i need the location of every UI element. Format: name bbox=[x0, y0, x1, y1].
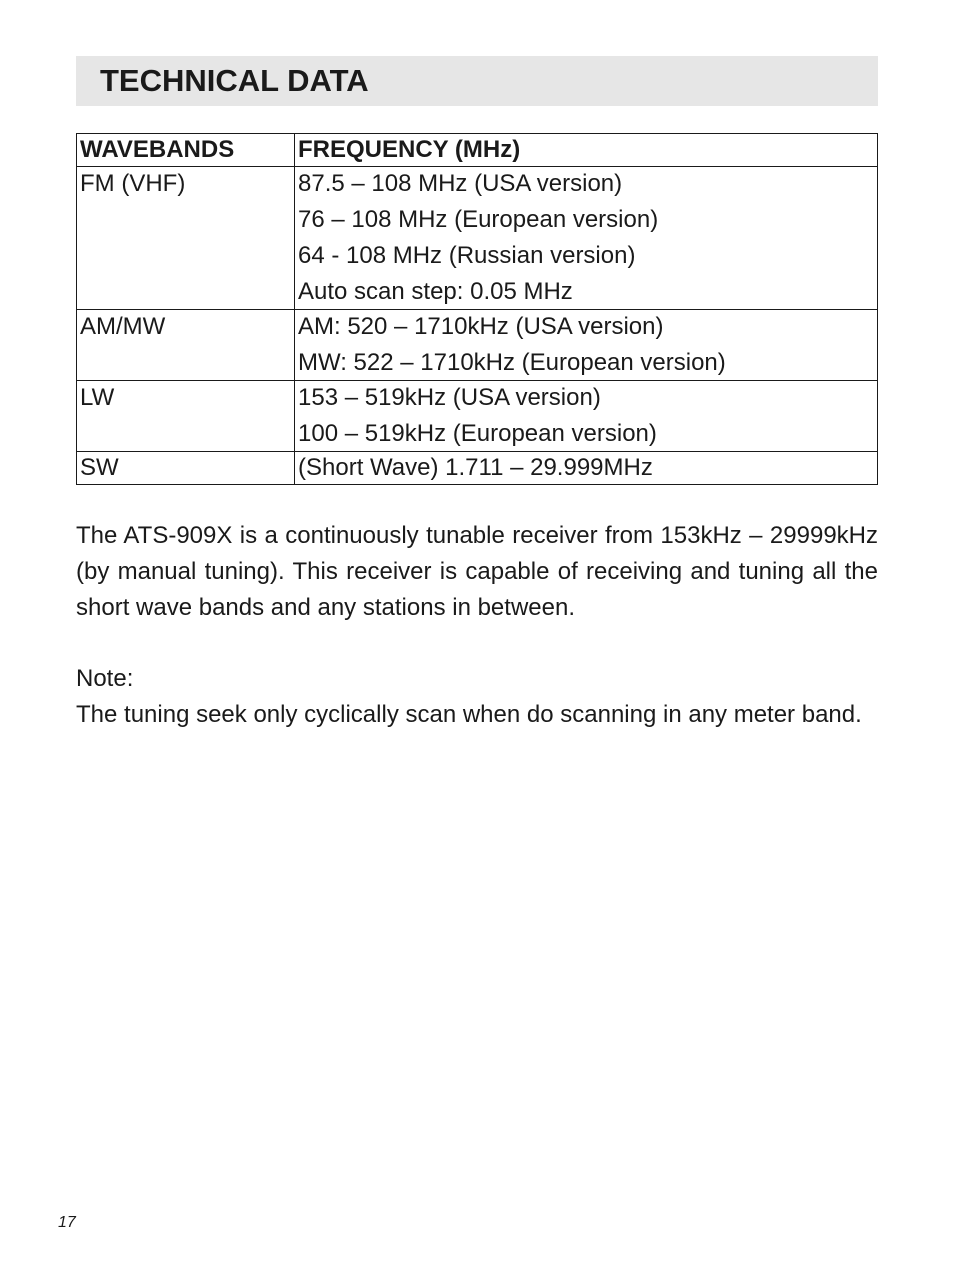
note-text: The tuning seek only cyclically scan when do scanning in any meter band. bbox=[76, 701, 862, 728]
technical-data-table bbox=[76, 133, 878, 485]
band-cell bbox=[77, 310, 295, 381]
frequency-line: 87.5 – 108 MHz (USA version) bbox=[298, 170, 623, 197]
table-row bbox=[77, 167, 878, 310]
frequency-line: MW: 522 – 1710kHz (European version) bbox=[298, 349, 726, 376]
frequency-line: Auto scan step: 0.05 MHz bbox=[298, 278, 573, 305]
column-header-frequency: FREQUENCY (MHz) bbox=[295, 134, 878, 167]
band-label: AM/MW bbox=[80, 313, 166, 340]
frequency-cell bbox=[295, 167, 878, 310]
band-cell: SW bbox=[77, 452, 295, 485]
frequency-cell bbox=[295, 381, 878, 452]
band-label: FM (VHF) bbox=[80, 170, 186, 197]
frequency-line: 153 – 519kHz (USA version) bbox=[298, 384, 601, 411]
table-header-row bbox=[77, 134, 878, 167]
frequency-cell bbox=[295, 310, 878, 381]
band-label: LW bbox=[80, 384, 115, 411]
table-row bbox=[77, 381, 878, 452]
band-cell bbox=[77, 381, 295, 452]
frequency-line: 76 – 108 MHz (European version) bbox=[298, 206, 659, 233]
frequency-line: 64 - 108 MHz (Russian version) bbox=[298, 242, 636, 269]
frequency-cell: (Short Wave) 1.711 – 29.999MHz bbox=[295, 452, 878, 485]
page-number: 17 bbox=[58, 1214, 76, 1231]
note-label: Note: bbox=[76, 665, 134, 692]
page-title: TECHNICAL DATA bbox=[100, 63, 369, 98]
table-row bbox=[77, 310, 878, 381]
column-header-wavebands: WAVEBANDS bbox=[77, 134, 295, 167]
description-paragraph: The ATS-909X is a continuously tunable receiver from 153kHz – 29999kHz (by manual tuning). This receiver is capable of receiving and tuning all the short wave bands and any stations in between. bbox=[76, 522, 878, 621]
band-cell bbox=[77, 167, 295, 310]
frequency-line: AM: 520 – 1710kHz (USA version) bbox=[298, 313, 664, 340]
frequency-line: 100 – 519kHz (European version) bbox=[298, 420, 657, 447]
section-header-bar bbox=[76, 56, 878, 106]
table-row bbox=[77, 452, 878, 485]
